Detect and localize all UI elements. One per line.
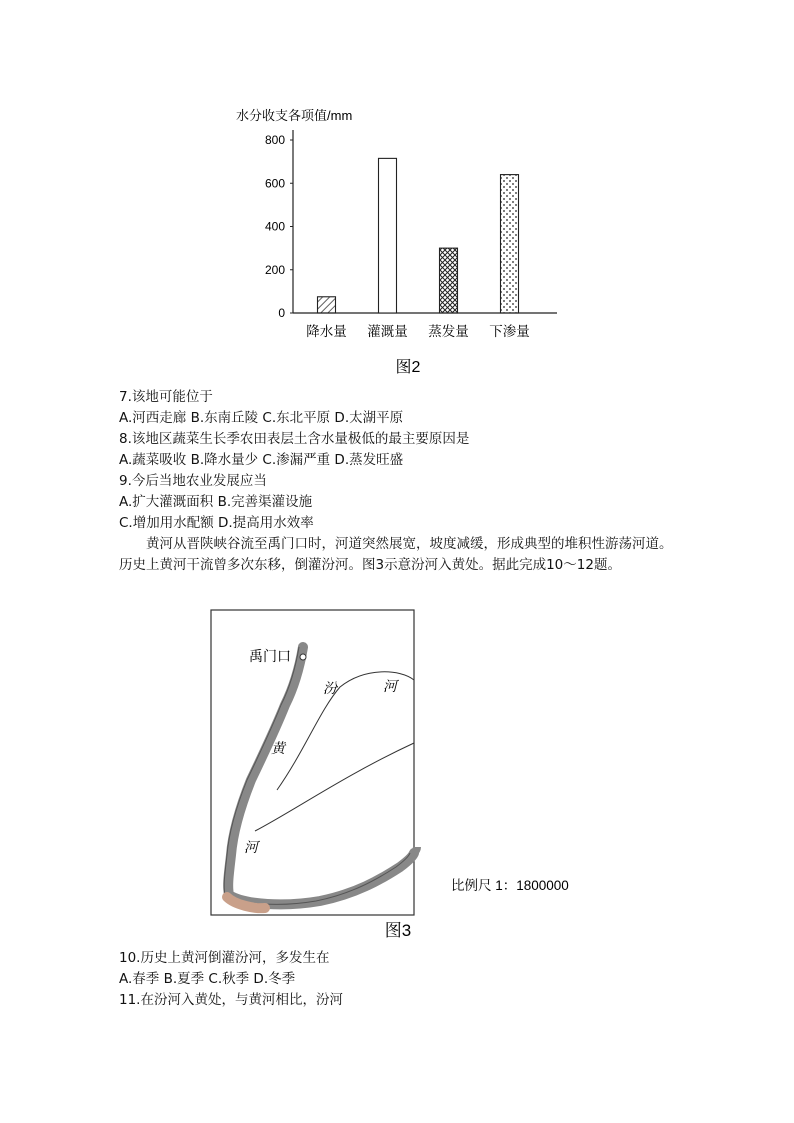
y-tick-label: 800: [264, 133, 285, 147]
river-east-extension: [414, 847, 417, 853]
question-7-options: A.河西走廊 B.东南丘陵 C.东北平原 D.太湖平原: [119, 410, 404, 426]
x-category-label: 降水量: [306, 324, 347, 339]
y-tick-label: 200: [264, 262, 285, 277]
he-label: 河: [244, 839, 258, 855]
question-9-options-1: A.扩大灌溉面积 B.完善渠灌设施: [119, 494, 313, 510]
fen-label-2: 河: [383, 678, 397, 694]
yumenkou-marker: [300, 654, 306, 660]
figure-3-caption: 图3: [384, 921, 412, 940]
fen-river-map: [205, 605, 605, 950]
water-balance-chart: [220, 95, 580, 385]
figure-2-caption: 图2: [395, 359, 421, 376]
bar-4: [501, 175, 519, 313]
map-frame: [211, 610, 414, 915]
question-10-options: A.春季 B.夏季 C.秋季 D.冬季: [119, 971, 296, 987]
yumenkou-label: 禹门口: [249, 648, 291, 664]
bar-3: [440, 248, 458, 313]
y-axis-label: 水分收支各项值/mm: [236, 108, 353, 123]
question-7-stem: 7.该地可能位于: [119, 389, 213, 405]
scale-label: 比例尺 1：1800000: [451, 878, 569, 893]
x-category-label: 灌溉量: [367, 324, 408, 339]
question-9-options-2: C.增加用水配额 D.提高用水效率: [119, 515, 314, 531]
question-10-stem: 10.历史上黄河倒灌汾河，多发生在: [119, 950, 330, 966]
question-9-stem: 9.今后当地农业发展应当: [119, 473, 267, 489]
question-8-stem: 8.该地区蔬菜生长季农田表层土含水量极低的最主要原因是: [119, 431, 470, 447]
bar-2: [379, 158, 397, 313]
question-8-options: A.蔬菜吸收 B.降水量少 C.渗漏严重 D.蒸发旺盛: [119, 452, 404, 468]
bar-1: [318, 297, 336, 313]
y-tick-label: 0: [278, 306, 285, 320]
fen-label-1: 汾: [323, 680, 337, 696]
x-category-label: 蒸发量: [428, 324, 469, 339]
x-category-label: 下渗量: [489, 324, 530, 339]
passage: 黄河从晋陕峡谷流至禹门口时，河道突然展宽，坡度减缓，形成典型的堆积性游荡河道。历史上黄河干流曾多次东移，倒灌汾河。图3示意汾河入黄处。据此完成10～12题。: [119, 536, 673, 573]
huang-label: 黄: [271, 740, 285, 756]
question-11-stem: 11.在汾河入黄处，与黄河相比，汾河: [119, 992, 343, 1008]
y-tick-label: 400: [264, 219, 285, 234]
y-tick-label: 600: [264, 176, 285, 191]
